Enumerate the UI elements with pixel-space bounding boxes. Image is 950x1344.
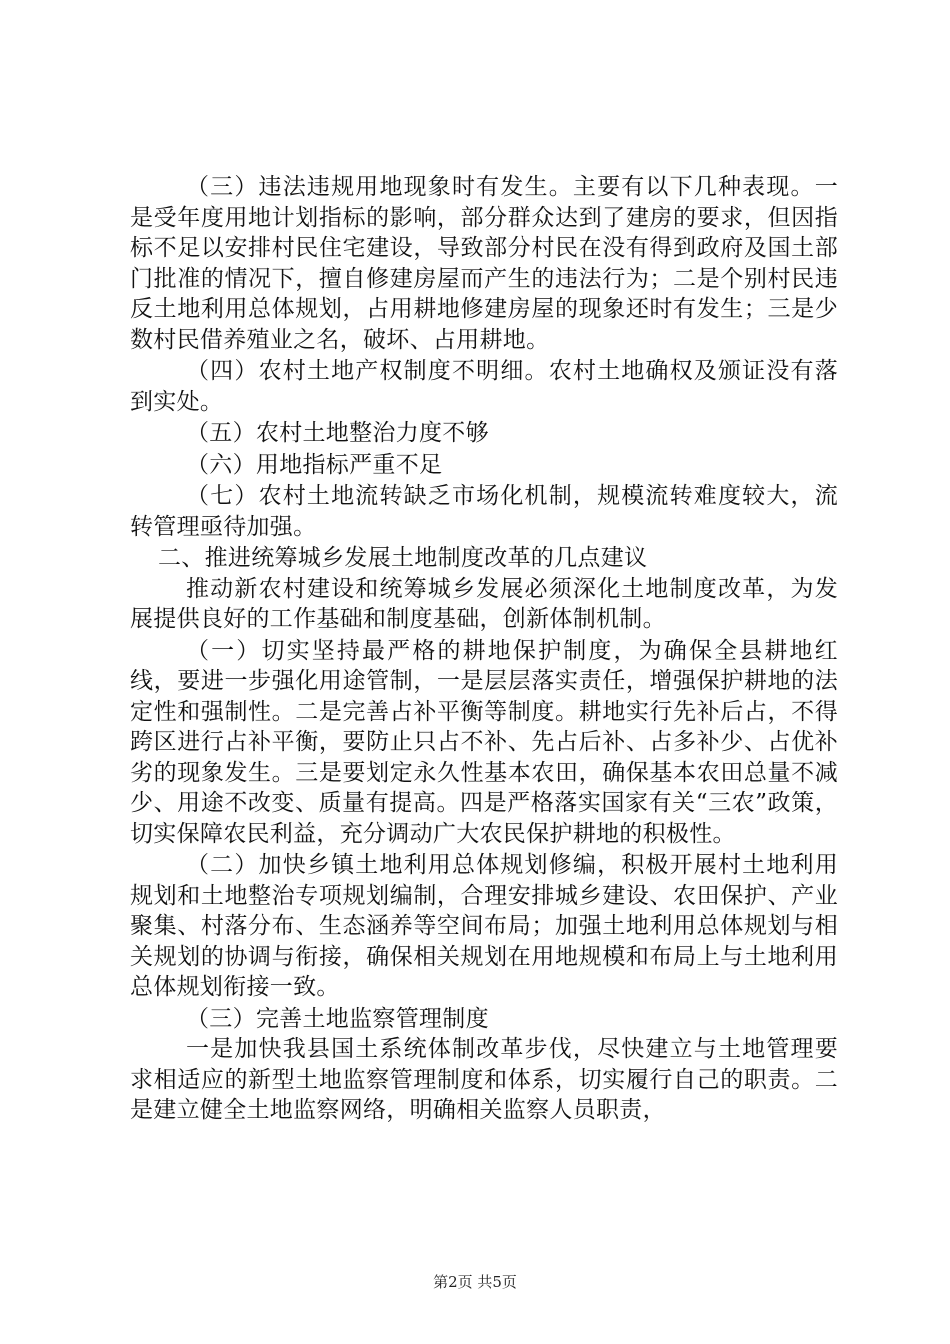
- paragraph-section-6-land-quota: （六）用地指标严重不足: [186, 451, 443, 478]
- paragraph-suggestion-1-farmland-protection: （一）切实坚持最严格的耕地保护制度，为确保全县耕地红线，要进一步强化用途管制，一是层层落实责任，增强保护耕地的法定性和强制性。二是完善占补平衡等制度。耕地实行先补后占，不得跨区进行占补平衡，要防止只占不补、先占后补、占多补少、占优补劣的现象发生。三是要划定永久性基本农田，确保基本农田总量不减少、用途不改变、质量有提高。四是严格落实国家有关“三农”政策，切实保障农民利益，充分调动广大农民保护耕地的积极性。: [130, 637, 838, 847]
- paragraph-suggestion-3-body: 一是加快我县国土系统体制改革步伐，尽快建立与土地管理要求相适应的新型土地监察管理制度和体系，切实履行自己的职责。二是建立健全土地监察网络，明确相关监察人员职责，: [130, 1036, 838, 1123]
- paragraph-section-4-property-rights: （四）农村土地产权制度不明细。农村土地确权及颁证没有落到实处。: [130, 358, 838, 415]
- paragraph-section-3-illegal-land-use: （三）违法违规用地现象时有发生。主要有以下几种表现。一是受年度用地计划指标的影响，部分群众达到了建房的要求，但因指标不足以安排村民住宅建设，导致部分村民在没有得到政府及国土部门批准的情况下，擅自修建房屋而产生的违法行为；二是个别村民违反土地利用总体规划，占用耕地修建房屋的现象还时有发生；三是少数村民借养殖业之名，破坏、占用耕地。: [130, 174, 838, 353]
- document-body: [130, 172, 838, 1126]
- paragraph-suggestions-intro: 推动新农村建设和统筹城乡发展必须深化土地制度改革，为发展提供良好的工作基础和制度基础，创新体制机制。: [130, 575, 838, 632]
- page-number-footer: 第2页 共5页: [433, 1273, 517, 1291]
- paragraph-section-5-land-remediation: （五）农村土地整治力度不够: [186, 420, 489, 446]
- paragraph-section-7-land-transfer: （七）农村土地流转缺乏市场化机制，规模流转难度较大，流转管理亟待加强。: [130, 483, 838, 540]
- section-heading-2-suggestions: 二、推进统筹城乡发展土地制度改革的几点建议: [158, 545, 648, 571]
- paragraph-suggestion-3-heading: （三）完善土地监察管理制度: [186, 1005, 489, 1032]
- paragraph-suggestion-2-planning: （二）加快乡镇土地利用总体规划修编，积极开展村土地利用规划和土地整治专项规划编制，合理安排城乡建设、农田保护、产业聚集、村落分布、生态涵养等空间布局；加强土地利用总体规划与相关规划的协调与衔接，确保相关规划在用地规模和布局上与土地利用总体规划衔接一致。: [130, 852, 838, 1000]
